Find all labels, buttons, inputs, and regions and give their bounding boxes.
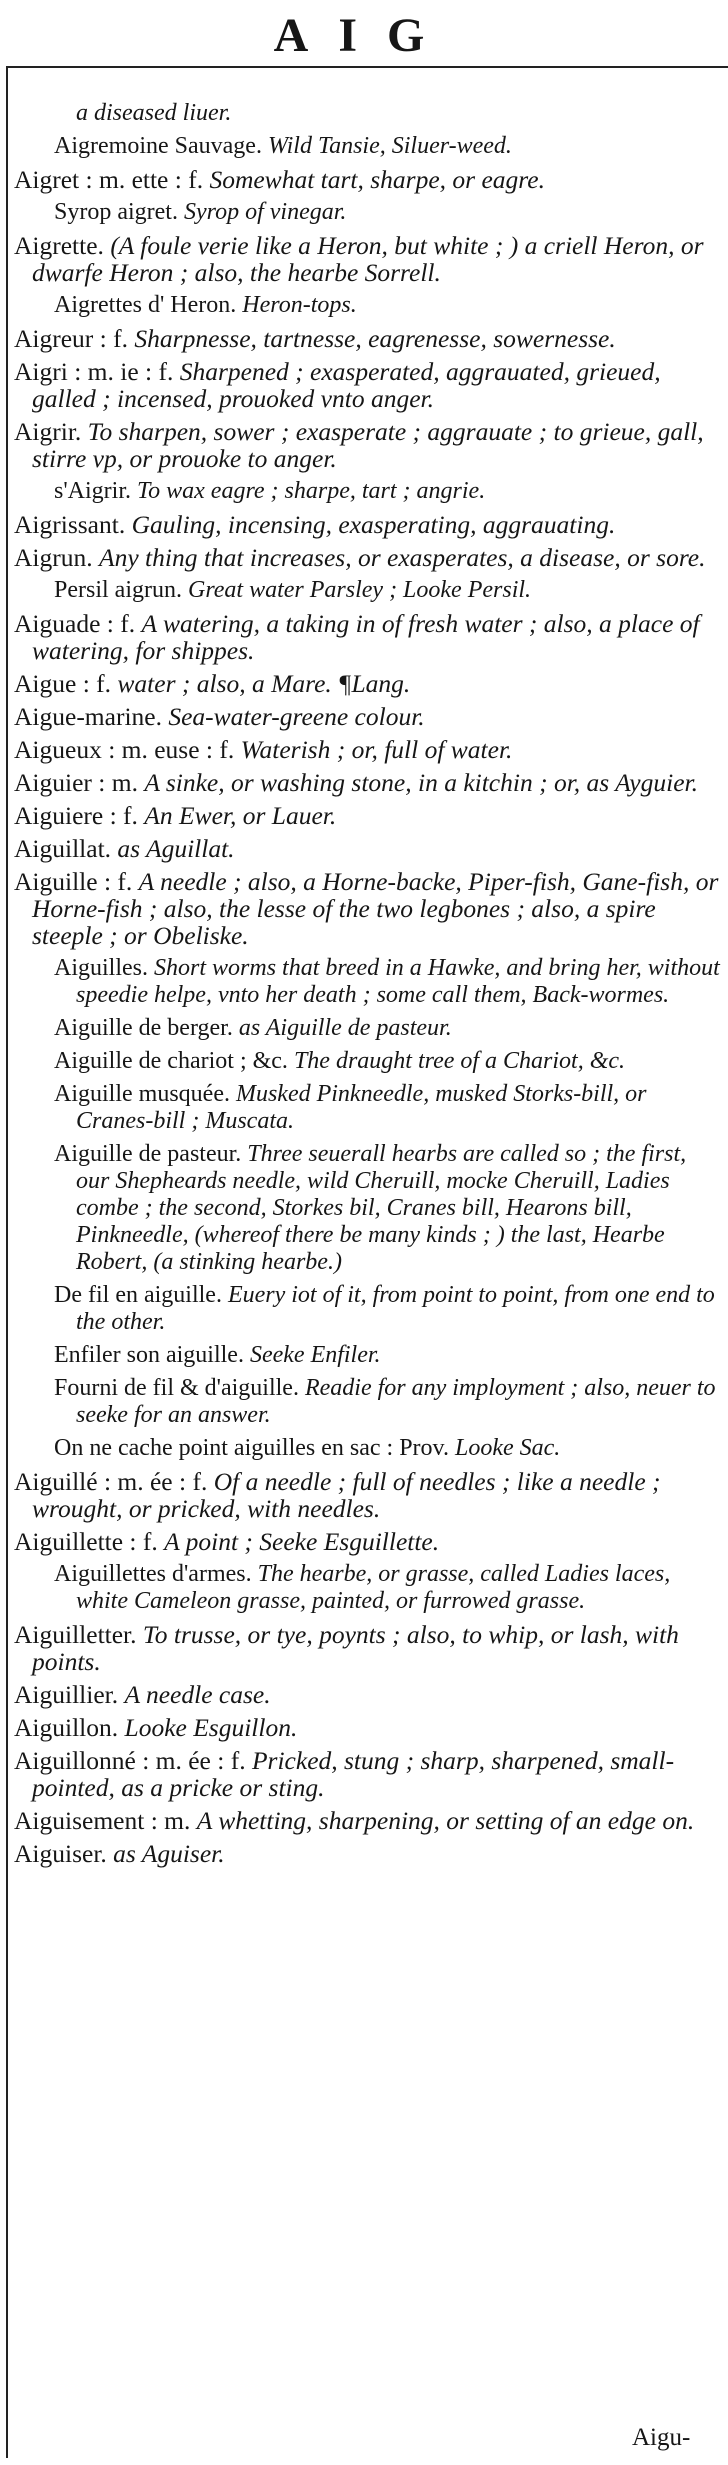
dictionary-entry (14, 1342, 720, 1369)
entry-headword: Aigueux : m. euse : f. (14, 735, 235, 764)
entry-definition: A whetting, sharpening, or setting of an edge on. (196, 1806, 695, 1835)
dictionary-entry (14, 1714, 720, 1741)
dictionary-entry (14, 1081, 720, 1135)
dictionary-entry (14, 1528, 720, 1555)
entry-headword: Aigue : f. (14, 669, 112, 698)
dictionary-entry (14, 325, 720, 352)
entry-headword: Aigret : m. ette : f. (14, 165, 204, 194)
dictionary-entry (14, 1282, 720, 1336)
dictionary-entry (14, 1840, 720, 1867)
dictionary-entry (14, 199, 720, 226)
entry-definition: Short worms that breed in a Hawke, and bring her, without speedie helpe, vnto her death ; some call them, Back-wormes. (76, 955, 720, 1008)
dictionary-entry (14, 1621, 720, 1675)
entry-definition: Somewhat tart, sharpe, or eagre. (209, 165, 545, 194)
entry-headword: Aiguille de pasteur. (54, 1141, 242, 1167)
catchword: Aigu- (632, 2424, 691, 2451)
dictionary-entry (14, 1435, 720, 1462)
dictionary-entry (14, 1015, 720, 1042)
entry-definition: Seeke Enfiler. (249, 1342, 381, 1368)
entry-definition: Musked Pinkneedle, musked Storks-bill, or Cranes-bill ; Muscata. (76, 1081, 647, 1134)
dictionary-entry (14, 511, 720, 538)
dictionary-entry (14, 955, 720, 1009)
dictionary-entry (14, 1561, 720, 1615)
dictionary-entry (14, 544, 720, 571)
dictionary-entry (14, 1048, 720, 1075)
entry-headword: Aiguillé : m. ée : f. (14, 1467, 208, 1496)
entry-definition: Gauling, incensing, exasperating, aggrauating. (131, 510, 616, 539)
entry-headword: Aiguillon. (14, 1713, 119, 1742)
entry-headword: Aigue-marine. (14, 702, 162, 731)
entry-headword: Aiguillonné : m. ée : f. (14, 1746, 246, 1775)
dictionary-entry (14, 1141, 720, 1276)
entry-definition: A sinke, or washing stone, in a kitchin ; or, as Ayguier. (144, 768, 698, 797)
dictionary-entry (14, 577, 720, 604)
entry-headword: Enfiler son aiguille. (54, 1342, 244, 1368)
entry-headword: s'Aigrir. (54, 478, 131, 504)
entry-headword: Persil aigrun. (54, 577, 182, 603)
entry-headword: Aigremoine Sauvage. (54, 133, 262, 159)
entry-headword: Aiguille musquée. (54, 1081, 230, 1107)
entry-headword: On ne cache point aiguilles en sac : Prov. (54, 1435, 449, 1461)
dictionary-entry (14, 802, 720, 829)
dictionary-entry (14, 292, 720, 319)
dictionary-entry (14, 769, 720, 796)
dictionary-entry (14, 736, 720, 763)
entry-headword: Aigri : m. ie : f. (14, 357, 174, 386)
column-rule (6, 66, 8, 2458)
entry-definition: A point ; Seeke Esguillette. (164, 1527, 440, 1556)
entry-definition: Syrop of vinegar. (183, 199, 347, 225)
running-head: AIG (273, 9, 455, 62)
entry-definition: Great water Parsley ; Looke Persil. (187, 577, 532, 603)
entry-headword: Aiguille : f. (14, 867, 133, 896)
entry-headword: Aiguilles. (54, 955, 148, 981)
entry-headword: Aiguille de chariot ; &c. (54, 1048, 288, 1074)
entry-headword: Aigrir. (14, 417, 82, 446)
entry-definition: a diseased liuer. (76, 100, 232, 126)
header-rule (6, 66, 728, 68)
entry-headword: Syrop aigret. (54, 199, 178, 225)
entry-definition: Sharpnesse, tartnesse, eagrenesse, sowernesse. (134, 324, 616, 353)
dictionary-entry (14, 670, 720, 697)
entry-definition: Waterish ; or, full of water. (240, 735, 513, 764)
dictionary-entry (14, 1681, 720, 1708)
entry-definition: To wax eagre ; sharpe, tart ; angrie. (137, 478, 486, 504)
entry-definition: Three seuerall hearbs are called so ; the first, our Shepheards needle, wild Cheruill, mocke Cheruill, Ladies combe ; the second, Storkes bil, Cranes bill, Hearons bill, Pinkneedle, (whereof there be many kinds ; ) the last, Hearbe Robert, (a stinking hearbe.) (76, 1141, 687, 1275)
entry-headword: Aiguille de berger. (54, 1015, 233, 1041)
entry-definition: water ; also, a Mare. ¶Lang. (117, 669, 411, 698)
dictionary-entry (14, 100, 720, 127)
entry-definition: To trusse, or tye, poynts ; also, to whip, or lash, with points. (32, 1620, 679, 1676)
entry-headword: Aigrun. (14, 543, 93, 572)
entry-definition: (A foule verie like a Heron, but white ; ) a criell Heron, or dwarfe Heron ; also, the hearbe Sorrell. (32, 231, 704, 287)
dictionary-entry (14, 868, 720, 949)
entry-headword: Aigreur : f. (14, 324, 129, 353)
entry-list (14, 100, 720, 1873)
entry-definition: The hearbe, or grasse, called Ladies laces, white Cameleon grasse, painted, or furrowed grasse. (76, 1561, 671, 1614)
entry-headword: Aiguisement : m. (14, 1806, 191, 1835)
dictionary-entry (14, 478, 720, 505)
entry-definition: Heron-tops. (242, 292, 357, 318)
entry-headword: Aiguiere : f. (14, 801, 138, 830)
dictionary-entry (14, 1807, 720, 1834)
entry-headword: De fil en aiguille. (54, 1282, 222, 1308)
entry-headword: Aiguillat. (14, 834, 112, 863)
entry-definition: as Aguillat. (117, 834, 235, 863)
entry-headword: Aigrissant. (14, 510, 126, 539)
entry-headword: Aiguillier. (14, 1680, 119, 1709)
entry-definition: Any thing that increases, or exasperates, a disease, or sore. (99, 543, 706, 572)
entry-headword: Fourni de fil & d'aiguille. (54, 1375, 299, 1401)
dictionary-entry (14, 232, 720, 286)
entry-definition: An Ewer, or Lauer. (144, 801, 337, 830)
dictionary-entry (14, 1375, 720, 1429)
entry-definition: as Aiguille de pasteur. (238, 1015, 452, 1041)
entry-headword: Aigrettes d' Heron. (54, 292, 237, 318)
entry-headword: Aigrette. (14, 231, 104, 260)
entry-headword: Aiguilletter. (14, 1620, 137, 1649)
dictionary-entry (14, 703, 720, 730)
entry-definition: as Aguiser. (113, 1839, 225, 1868)
dictionary-entry (14, 1468, 720, 1522)
dictionary-entry (14, 166, 720, 193)
entry-definition: A needle case. (124, 1680, 271, 1709)
entry-definition: The draught tree of a Chariot, &c. (293, 1048, 626, 1074)
entry-headword: Aiguier : m. (14, 768, 138, 797)
entry-headword: Aiguade : f. (14, 609, 136, 638)
dictionary-entry (14, 418, 720, 472)
entry-headword: Aiguiser. (14, 1839, 107, 1868)
entry-headword: Aiguillette : f. (14, 1527, 158, 1556)
entry-definition: Of a needle ; full of needles ; like a needle ; wrought, or pricked, with needles. (32, 1467, 661, 1523)
entry-definition: A watering, a taking in of fresh water ; also, a place of watering, for shippes. (32, 609, 700, 665)
entry-definition: Looke Sac. (455, 1435, 561, 1461)
entry-definition: Euery iot of it, from point to point, from one end to the other. (76, 1282, 715, 1335)
entry-definition: A needle ; also, a Horne-backe, Piper-fish, Gane-fish, or Horne-fish ; also, the lesse of the two legbones ; also, a spire steeple ; or Obeliske. (32, 867, 719, 950)
entry-definition: Pricked, stung ; sharp, sharpened, small-pointed, as a pricke or sting. (32, 1746, 675, 1802)
entry-definition: Looke Esguillon. (124, 1713, 298, 1742)
dictionary-entry (14, 610, 720, 664)
entry-definition: To sharpen, sower ; exasperate ; aggrauate ; to grieue, gall, stirre vp, or prouoke to anger. (32, 417, 704, 473)
entry-definition: Readie for any imployment ; also, neuer to seeke for an answer. (76, 1375, 716, 1428)
entry-headword: Aiguillettes d'armes. (54, 1561, 252, 1587)
dictionary-entry (14, 835, 720, 862)
dictionary-entry (14, 1747, 720, 1801)
entry-definition: Sharpened ; exasperated, aggrauated, grieued, galled ; incensed, prouoked vnto anger. (32, 357, 661, 413)
entry-definition: Sea-water-greene colour. (168, 702, 425, 731)
dictionary-entry (14, 133, 720, 160)
dictionary-entry (14, 358, 720, 412)
entry-definition: Wild Tansie, Siluer-weed. (267, 133, 512, 159)
